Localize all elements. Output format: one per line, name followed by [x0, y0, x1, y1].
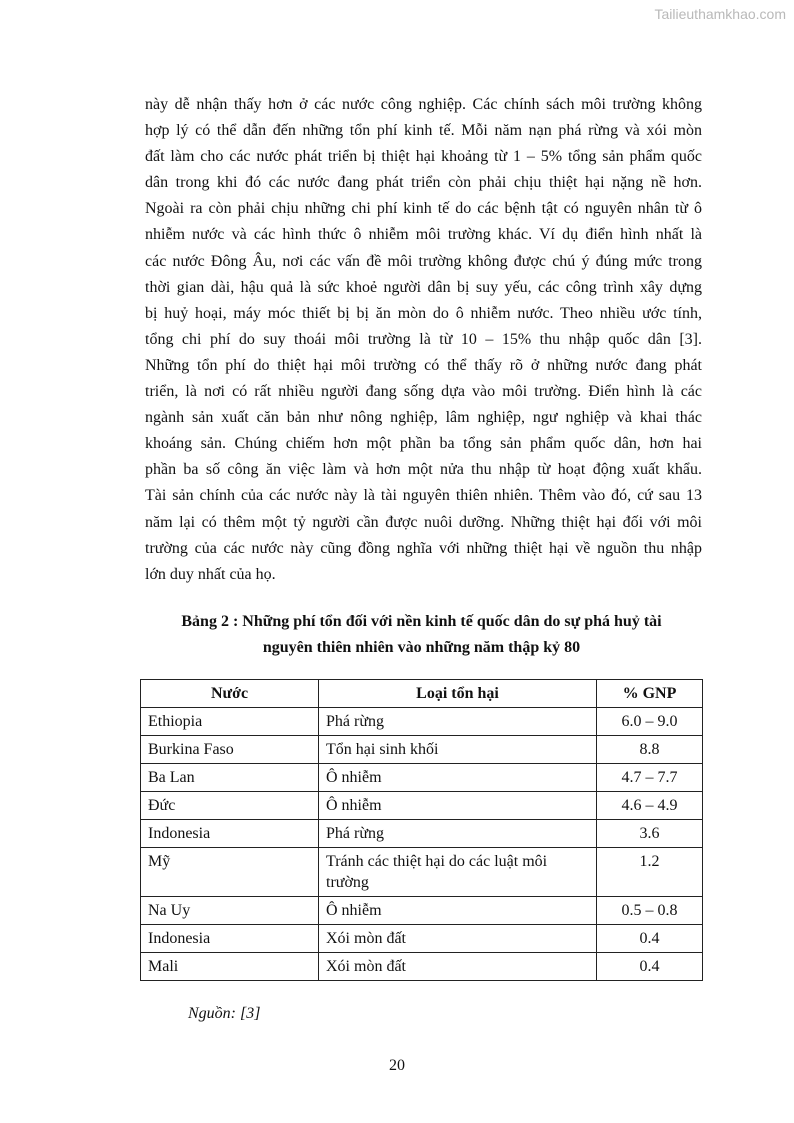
table-caption-line: Bảng 2 : Những phí tổn đối với nền kinh tế quốc dân do sự phá huỷ tài [181, 613, 662, 630]
paragraph-line: Tài sản chính của các nước này là tài nguyên thiên nhiên. Thêm vào đó, cứ sau 13 [145, 487, 702, 505]
paragraph-line: Những tổn phí do thiệt hại môi trường có thể thấy rõ ở những nước đang phát [145, 356, 702, 374]
paragraph-line: dân trong khi đó các nước đang phát triển còn phải chịu thiệt hại nặng nề hơn. [145, 174, 702, 192]
cell-damage-type: Ô nhiễm [319, 897, 597, 925]
table-row [141, 764, 703, 792]
cell-country: Burkina Faso [141, 736, 319, 764]
paragraph-line: đất làm cho các nước phát triển bị thiệt hại khoảng từ 1 – 5% tổng sản phẩm quốc [145, 148, 702, 166]
cell-damage-type: Phá rừng [319, 708, 597, 736]
cell-gnp: 4.6 – 4.9 [597, 792, 703, 820]
gnp-loss-table [140, 679, 703, 981]
cell-gnp: 6.0 – 9.0 [597, 708, 703, 736]
cell-country: Ba Lan [141, 764, 319, 792]
cell-damage-type: Xói mòn đất [319, 925, 597, 953]
header-damage-type: Loại tổn hại [319, 680, 597, 708]
paragraph-line: này dễ nhận thấy hơn ở các nước công nghiệp. Các chính sách môi trường không [145, 96, 702, 113]
cell-damage-type: Xói mòn đất [319, 953, 597, 981]
cell-country: Mỹ [141, 848, 319, 897]
table-header-row [141, 680, 703, 708]
cell-gnp: 0.4 [597, 953, 703, 981]
cell-country: Indonesia [141, 925, 319, 953]
cell-gnp: 4.7 – 7.7 [597, 764, 703, 792]
paragraph-line: trường của các nước này cũng đồng nghĩa với những thiệt hại về nguồn thu nhập [145, 539, 702, 557]
paragraph-line: năm lại có thêm một tỷ người cần được nuôi dưỡng. Những thiệt hại đối với môi [145, 513, 702, 531]
header-gnp: % GNP [597, 680, 703, 708]
paragraph-line: lớn duy nhất của họ. [145, 565, 276, 583]
cell-country: Indonesia [141, 820, 319, 848]
cell-country: Ethiopia [141, 708, 319, 736]
header-country: Nước [141, 680, 319, 708]
cell-country: Na Uy [141, 897, 319, 925]
table-row [141, 897, 703, 925]
cell-gnp: 1.2 [597, 848, 703, 897]
paragraph-line: Ngoài ra còn phải chịu những chi phí kinh tế do các bệnh tật có nguyên nhân từ ô [145, 200, 702, 218]
table-row [141, 708, 703, 736]
paragraph-line: các nước Đông Âu, nơi các vấn đề môi trường không được chú ý đúng mức trong [145, 252, 702, 270]
table-caption [140, 609, 703, 661]
watermark: Tailieuthamkhao.com [654, 6, 786, 22]
cell-country: Đức [141, 792, 319, 820]
body-paragraph [145, 92, 702, 588]
paragraph-line: hợp lý có thể dẫn đến những tổn phí kinh tế. Mỗi năm nạn phá rừng và xói mòn [145, 122, 702, 140]
paragraph-line: phần ba số công ăn việc làm và hơn một nửa thu nhập từ hoạt động xuất khẩu. [145, 461, 702, 479]
source-note: Nguồn: [3] [188, 1005, 261, 1022]
paragraph-line: triển, là nơi có rất nhiều người đang sống dựa vào môi trường. Điển hình là các [145, 383, 702, 401]
table-row [141, 848, 703, 897]
cell-gnp: 3.6 [597, 820, 703, 848]
cell-damage-type: Phá rừng [319, 820, 597, 848]
table-row [141, 792, 703, 820]
table-row [141, 736, 703, 764]
cell-gnp: 0.5 – 0.8 [597, 897, 703, 925]
cell-damage-type: Ô nhiễm [319, 764, 597, 792]
cell-country: Mali [141, 953, 319, 981]
paragraph-line: ngành sản xuất căn bản như nông nghiệp, lâm nghiệp, ngư nghiệp và khai thác [145, 409, 702, 427]
cell-gnp: 8.8 [597, 736, 703, 764]
table-caption-line: nguyên thiên nhiên vào những năm thập kỷ 80 [262, 639, 581, 656]
paragraph-line: khoáng sản. Chúng chiếm hơn một phần ba tổng sản phẩm quốc dân, hơn hai [145, 435, 702, 453]
page-number: 20 [389, 1057, 405, 1074]
paragraph-line: tổng chi phí do suy thoái môi trường là từ 10 – 15% thu nhập quốc dân [3]. [145, 330, 702, 348]
cell-damage-type: Tránh các thiệt hại do các luật môi trường [319, 848, 597, 897]
cell-gnp: 0.4 [597, 925, 703, 953]
table-row [141, 925, 703, 953]
paragraph-line: nhiễm nước và các hình thức ô nhiễm môi trường khác. Ví dụ điển hình nhất là [145, 226, 702, 244]
paragraph-line: thời gian dài, hậu quả là sức khoẻ người dân bị suy yếu, các công trình xây dựng [145, 278, 702, 296]
paragraph-line: bị huỷ hoại, máy móc thiết bị bị ăn mòn do ô nhiễm nước. Theo nhiều ước tính, [145, 304, 702, 322]
cell-damage-type: Ô nhiễm [319, 792, 597, 820]
table-row [141, 953, 703, 981]
table-row [141, 820, 703, 848]
cell-damage-type: Tổn hại sinh khối [319, 736, 597, 764]
